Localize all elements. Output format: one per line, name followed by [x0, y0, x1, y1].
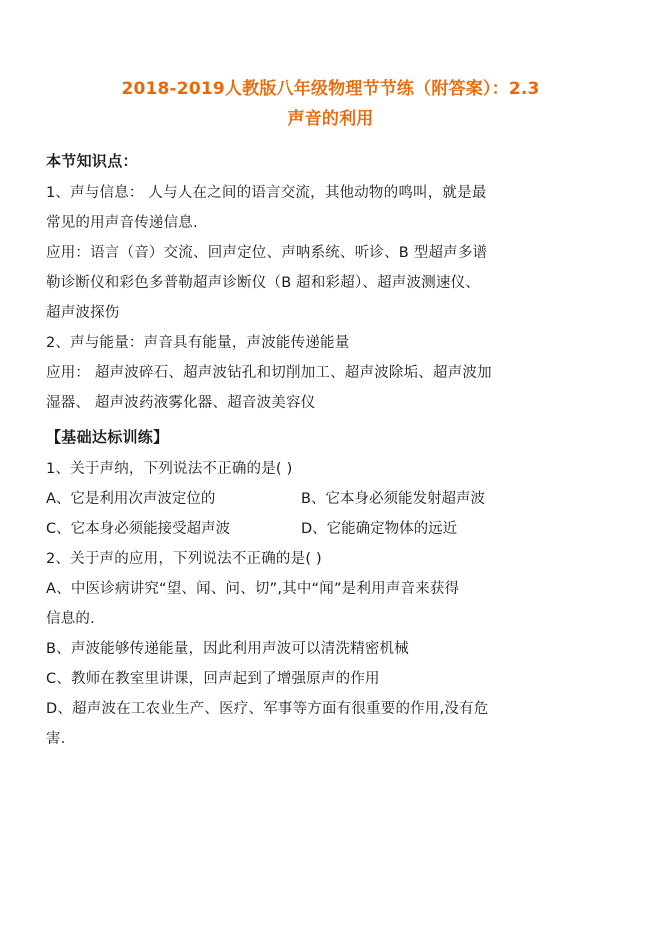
knowledge-paragraph-line: 常见的用声音传递信息. — [46, 215, 198, 231]
option-c: C、它本身必须能接受超声波 — [46, 521, 231, 537]
question-option-line: C、教师在教室里讲课，回声起到了增强原声的作用 — [46, 671, 380, 687]
question-stem: 2、关于声的应用，下列说法不正确的是( ) — [46, 551, 322, 567]
question-option-line: 害. — [46, 731, 66, 747]
page-title-line-1: 2018-2019人教版八年级物理节节练（附答案）：2.3 — [121, 79, 540, 99]
option-d: D、它能确定物体的远近 — [301, 521, 458, 537]
knowledge-paragraph-line: 2、声与能量：声音具有能量，声波能传递能量 — [46, 335, 350, 351]
page-title-line-2: 声音的利用 — [287, 109, 374, 129]
section-heading-knowledge: 本节知识点： — [46, 152, 138, 170]
question-option-line: A、中医诊病讲究“望、闻、问、切”,其中“闻”是利用声音来获得 — [46, 581, 460, 597]
knowledge-paragraph-line: 1、声与信息： 人与人在之间的语言交流，其他动物的鸣叫，就是最 — [46, 185, 487, 201]
option-b: B、它本身必须能发射超声波 — [301, 491, 485, 507]
option-row — [46, 484, 615, 514]
option-row — [46, 514, 615, 544]
question-stem: 1、关于声纳，下列说法不正确的是( ) — [46, 461, 293, 477]
knowledge-paragraph-line: 勒诊断仪和彩色多普勒超声诊断仪（B 超和彩超）、超声波测速仪、 — [46, 275, 481, 291]
question-option-line: B、声波能够传递能量，因此利用声波可以清洗精密机械 — [46, 641, 409, 657]
option-a: A、它是利用次声波定位的 — [46, 491, 216, 507]
section-heading-exercises: 【基础达标训练】 — [46, 428, 169, 446]
knowledge-paragraph-line: 应用： 超声波碎石、超声波钻孔和切削加工、超声波除垢、超声波加 — [46, 365, 492, 381]
question-option-line: 信息的. — [46, 611, 95, 627]
page-title — [46, 74, 615, 134]
knowledge-paragraph-line: 超声波探伤 — [46, 305, 120, 321]
knowledge-paragraph-line: 湿器、 超声波药液雾化器、超音波美容仪 — [46, 395, 316, 411]
question-option-line: D、超声波在工农业生产、医疗、军事等方面有很重要的作用,没有危 — [46, 701, 489, 717]
knowledge-paragraph-line: 应用：语言（音）交流、回声定位、声呐系统、听诊、B 型超声多谱 — [46, 245, 488, 261]
